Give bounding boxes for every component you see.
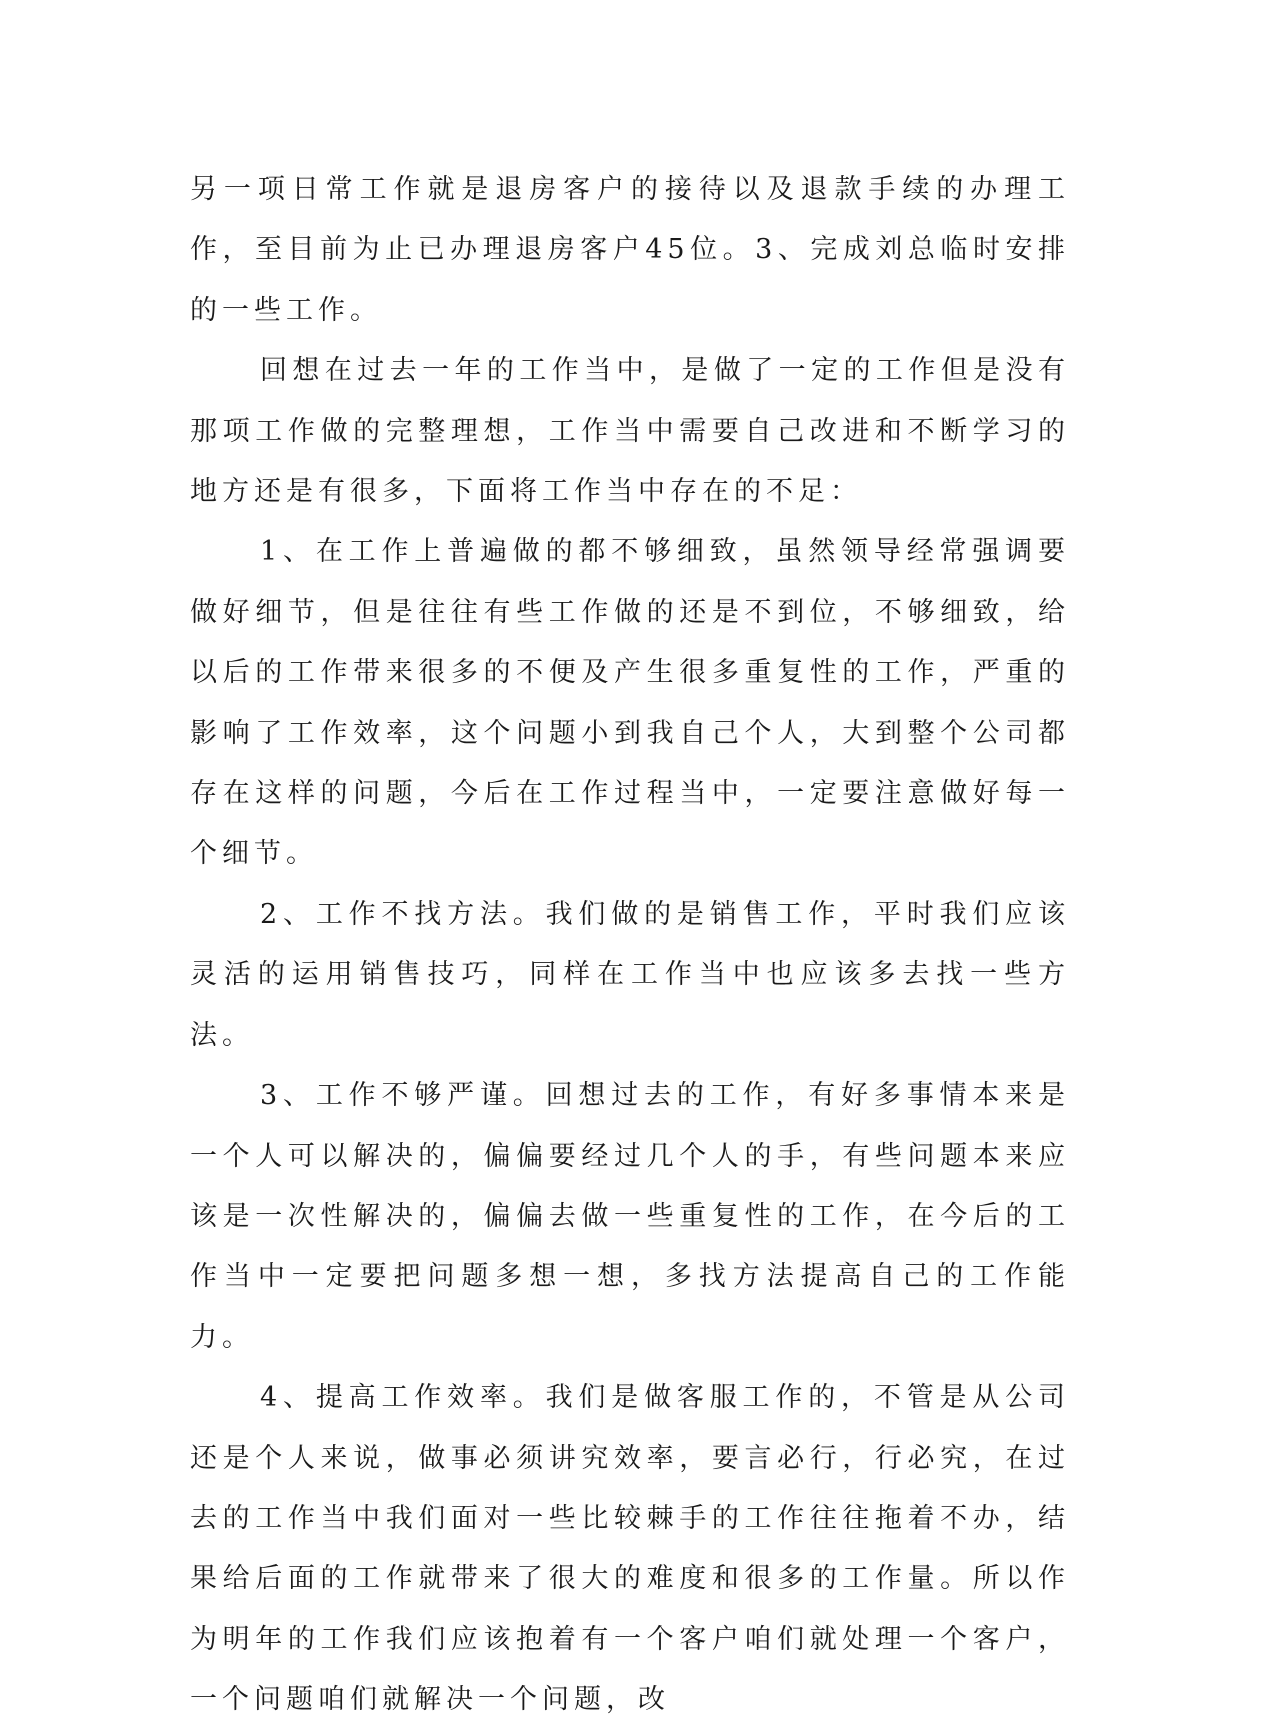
paragraph-point-4-efficiency: 4、提高工作效率。我们是做客服工作的，不管是从公司还是个人来说，做事必须讲究效率，要言必行，行必究，在过去的工作当中我们面对一些比较棘手的工作往往拖着不办，结果给后面的工作就带来了很大的难度和很多的工作量。所以作为明年的工作我们应该抱着有一个客户咱们就处理一个客户，一个问题咱们就解决一个问题，改 — [190, 1382, 1070, 1716]
paragraph-refund-handling: 另一项日常工作就是退房客户的接待以及退款手续的办理工作，至目前为止已办理退房客户45位。3、完成刘总临时安排的一些工作。 — [190, 174, 1070, 326]
paragraph-point-1-details: 1、在工作上普遍做的都不够细致，虽然领导经常强调要做好细节，但是往往有些工作做的还是不到位，不够细致，给以后的工作带来很多的不便及产生很多重复性的工作，严重的影响了工作效率，这个问题小到我自己个人，大到整个公司都存在这样的问题，今后在工作过程当中，一定要注意做好每一个细节。 — [190, 536, 1070, 870]
document-body — [190, 160, 1070, 1731]
paragraph-review-shortcomings: 回想在过去一年的工作当中，是做了一定的工作但是没有那项工作做的完整理想，工作当中需要自己改进和不断学习的地方还是有很多，下面将工作当中存在的不足： — [190, 355, 1070, 508]
paragraph-point-2-methods: 2、工作不找方法。我们做的是销售工作，平时我们应该灵活的运用销售技巧，同样在工作当中也应该多去找一些方法。 — [190, 898, 1070, 1051]
paragraph-point-3-rigor: 3、工作不够严谨。回想过去的工作，有好多事情本来是一个人可以解决的，偏偏要经过几个人的手，有些问题本来应该是一次性解决的，偏偏去做一些重复性的工作，在今后的工作当中一定要把问题多想一想，多找方法提高自己的工作能力。 — [190, 1080, 1070, 1353]
